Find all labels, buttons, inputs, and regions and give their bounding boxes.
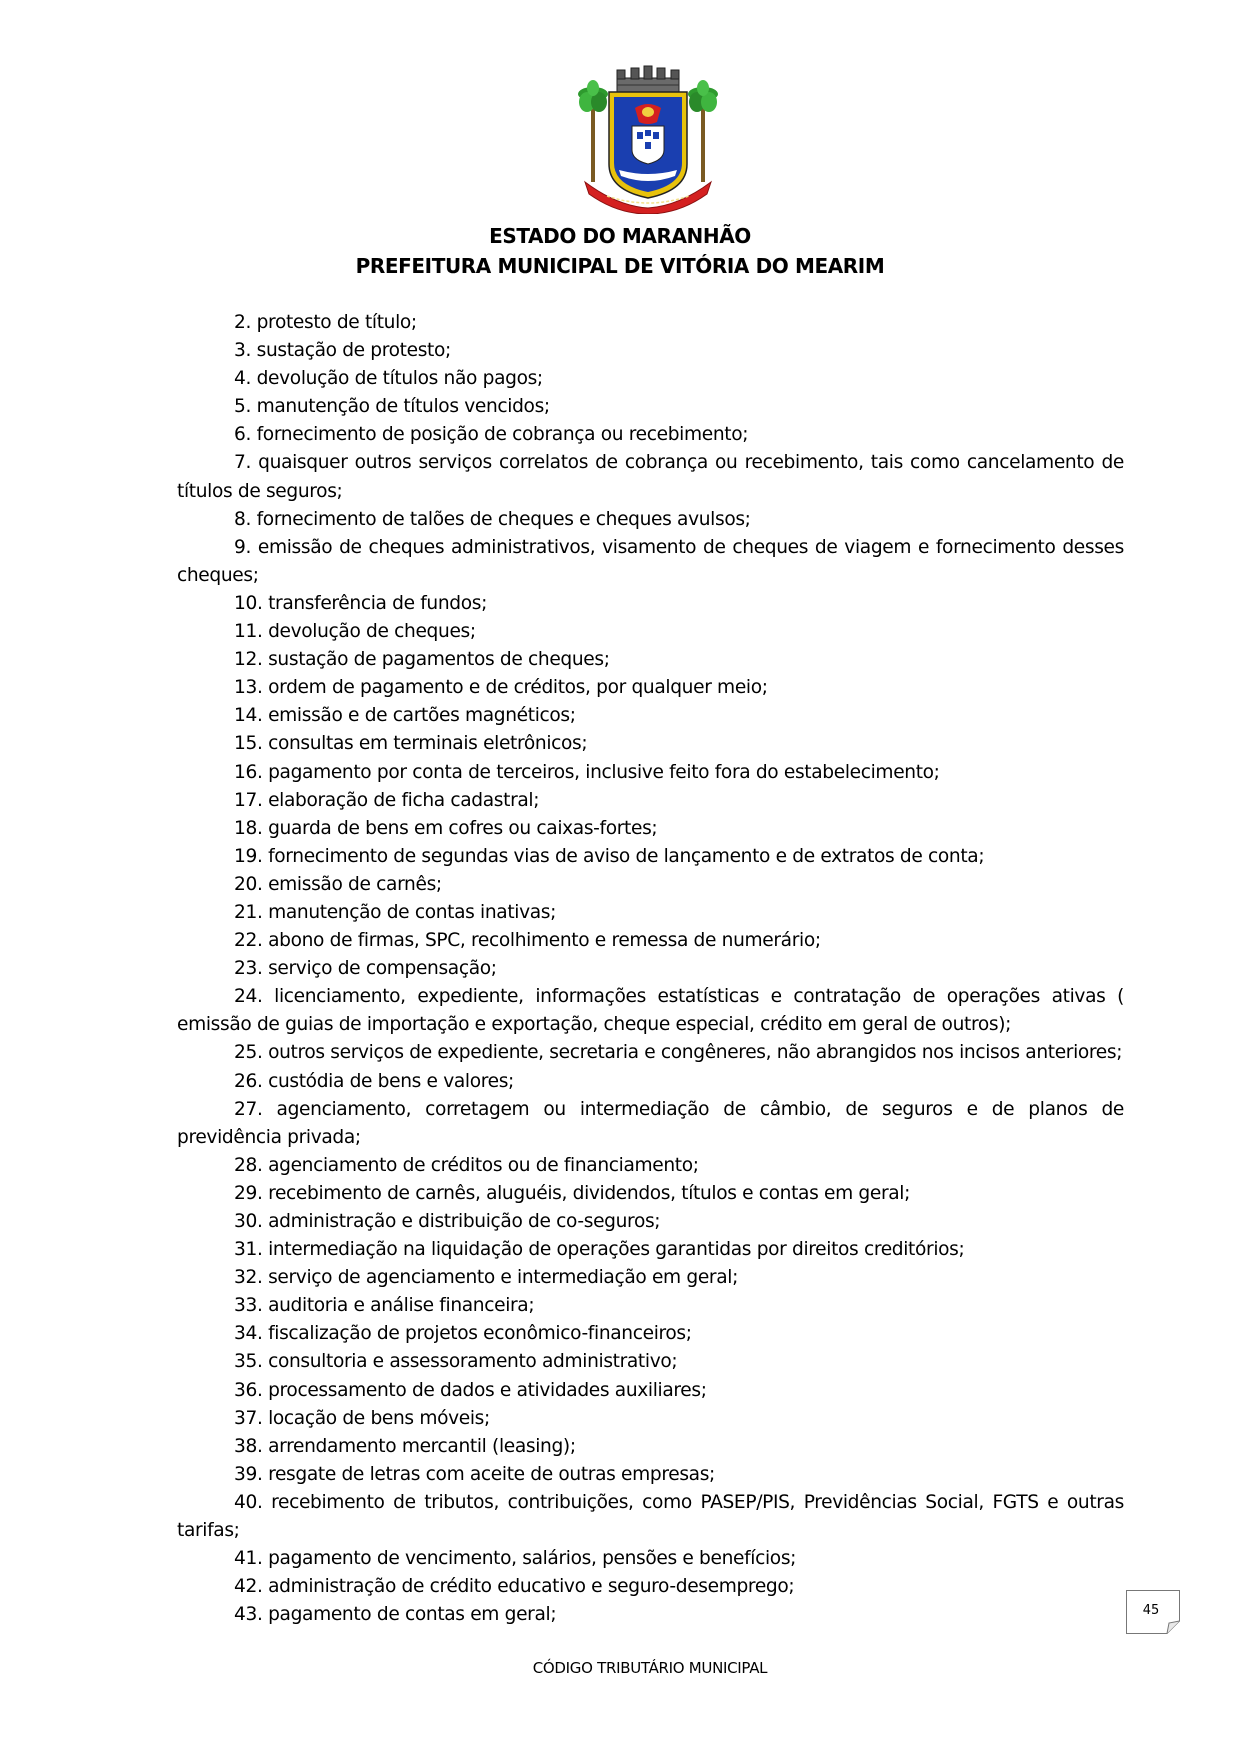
list-item: 3. sustação de protesto; xyxy=(234,340,451,362)
list-item: 29. recebimento de carnês, aluguéis, dividendos, títulos e contas em geral; xyxy=(234,1182,911,1204)
list-item: 8. fornecimento de talões de cheques e cheques avulsos; xyxy=(234,508,751,530)
list-item: 43. pagamento de contas em geral; xyxy=(234,1604,557,1626)
right-palm-icon xyxy=(688,80,718,182)
list-item: 15. consultas em terminais eletrônicos; xyxy=(234,733,588,755)
list-item: 31. intermediação na liquidação de operações garantidas por direitos creditórios; xyxy=(234,1239,965,1261)
state-heading: ESTADO DO MARANHÃO xyxy=(489,224,751,248)
list-item: 23. serviço de compensação; xyxy=(234,958,497,980)
list-item: 26. custódia de bens e valores; xyxy=(234,1070,514,1092)
list-item: 30. administração e distribuição de co-seguros; xyxy=(234,1211,661,1232)
mural-crown-icon xyxy=(617,66,679,92)
list-item: 7. quaisquer outros serviços correlatos de cobrança ou recebimento, tais como cancelamento de títulos de seguros; xyxy=(177,452,1124,502)
list-item: 20. emissão de carnês; xyxy=(234,873,442,895)
list-item: 32. serviço de agenciamento e intermediação em geral; xyxy=(234,1267,738,1289)
list-item: 12. sustação de pagamentos de cheques; xyxy=(234,649,610,671)
list-item: 13. ordem de pagamento e de créditos, por qualquer meio; xyxy=(234,677,768,699)
list-item: 14. emissão e de cartões magnéticos; xyxy=(234,705,576,727)
municipality-heading: PREFEITURA MUNICIPAL DE VITÓRIA DO MEARIM xyxy=(355,254,885,278)
page-number-badge xyxy=(1126,1590,1180,1634)
list-item: 25. outros serviços de expediente, secretaria e congêneres, não abrangidos nos incisos anteriores; xyxy=(234,1042,1123,1064)
list-item: 34. fiscalização de projetos econômico-financeiros; xyxy=(234,1323,692,1345)
page-number: 45 xyxy=(1142,1603,1160,1618)
list-item: 6. fornecimento de posição de cobrança ou recebimento; xyxy=(234,424,749,446)
list-item: 11. devolução de cheques; xyxy=(234,621,476,643)
list-item: 19. fornecimento de segundas vias de aviso de lançamento e de extratos de conta; xyxy=(234,845,985,867)
list-item: 9. emissão de cheques administrativos, visamento de cheques de viagem e fornecimento desses cheques; xyxy=(177,536,1124,586)
list-item: 17. elaboração de ficha cadastral; xyxy=(234,789,540,811)
list-item: 24. licenciamento, expediente, informações estatísticas e contratação de operações ativas ( emissão de guias de importação e exportação, cheque especial, crédito em geral de outros); xyxy=(177,986,1124,1036)
list-item: 33. auditoria e análise financeira; xyxy=(234,1295,535,1317)
list-item: 36. processamento de dados e atividades auxiliares; xyxy=(234,1379,707,1401)
list-item: 22. abono de firmas, SPC, recolhimento e remessa de numerário; xyxy=(234,930,821,952)
list-item: 35. consultoria e assessoramento administrativo; xyxy=(234,1351,678,1373)
list-item: 4. devolução de títulos não pagos; xyxy=(234,368,543,390)
list-item: 37. locação de bens móveis; xyxy=(234,1407,490,1429)
list-item: 28. agenciamento de créditos ou de financiamento; xyxy=(234,1154,699,1176)
list-item: 38. arrendamento mercantil (leasing); xyxy=(234,1435,576,1457)
page-footer: CÓDIGO TRIBUTÁRIO MUNICIPAL xyxy=(532,1659,768,1677)
list-item: 16. pagamento por conta de terceiros, inclusive feito fora do estabelecimento; xyxy=(234,761,940,783)
shield-icon xyxy=(609,92,687,198)
services-list xyxy=(177,309,1124,1629)
list-item: 39. resgate de letras com aceite de outras empresas; xyxy=(234,1463,715,1485)
list-item: 21. manutenção de contas inativas; xyxy=(234,901,557,923)
list-item: 18. guarda de bens em cofres ou caixas-fortes; xyxy=(234,817,658,839)
list-item: 42. administração de crédito educativo e seguro-desemprego; xyxy=(234,1576,795,1598)
list-item: 10. transferência de fundos; xyxy=(234,592,488,614)
list-item: 5. manutenção de títulos vencidos; xyxy=(234,396,550,418)
list-item: 27. agenciamento, corretagem ou intermediação de câmbio, de seguros e de planos de previdência privada; xyxy=(177,1098,1124,1148)
list-item: 2. protesto de título; xyxy=(234,312,417,333)
left-palm-icon xyxy=(578,80,608,182)
municipal-coat-of-arms xyxy=(577,64,719,214)
list-item: 41. pagamento de vencimento, salários, pensões e benefícios; xyxy=(234,1548,797,1570)
list-item: 40. recebimento de tributos, contribuições, como PASEP/PIS, Previdências Social, FGTS e outras tarifas; xyxy=(177,1491,1124,1542)
